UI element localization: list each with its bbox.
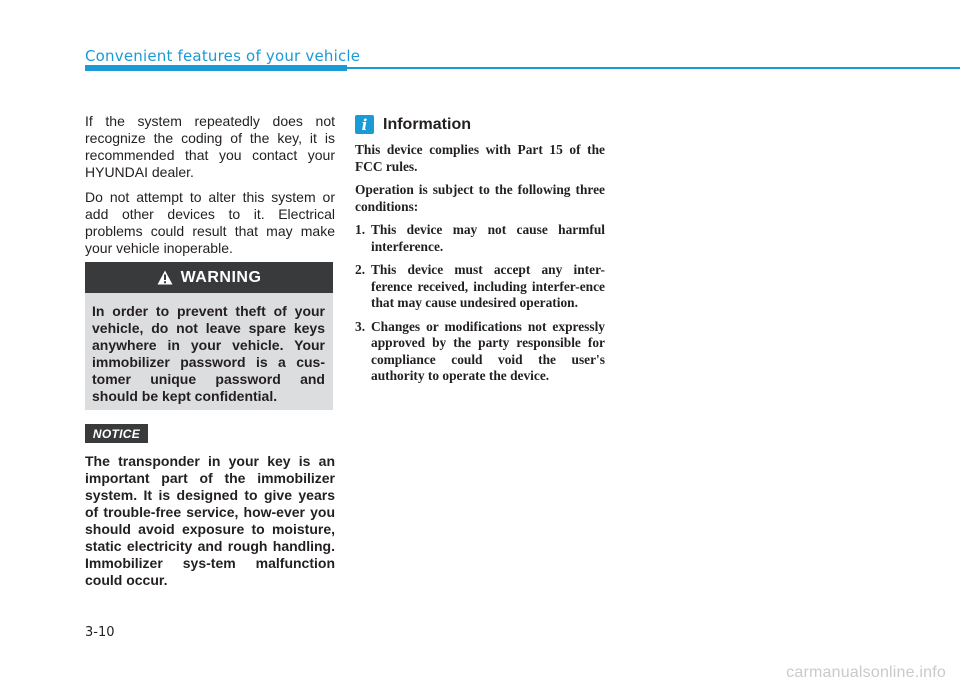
- warning-header: [85, 262, 333, 293]
- information-title: Information: [383, 115, 471, 133]
- conditions-list: [355, 222, 605, 385]
- warning-box: [85, 262, 333, 410]
- paragraph-dealer: If the system repeatedly does not recognize the coding of the key, it is recommended that you contact your HYUNDAI dealer.: [85, 113, 335, 180]
- list-item-number: 1.: [355, 222, 366, 237]
- warning-text: In order to prevent theft of your vehicle, do not leave spare keys anywhere in your vehicle. Your immobilizer password is a cus-tomer unique password and should be kept confidential.: [92, 303, 325, 404]
- list-item-text: This device may not cause harmful interference.: [371, 222, 605, 254]
- fcc-compliance-text: This device complies with Part 15 of the FCC rules.: [355, 142, 605, 174]
- header-rule-accent: [85, 65, 347, 71]
- list-item-number: 3.: [355, 318, 366, 334]
- conditions-intro-text: Operation is subject to the following three conditions:: [355, 182, 605, 214]
- notice-text: The transponder in your key is an important part of the immobilizer system. It is designed to give years of trouble-free service, how-ever you should avoid exposure to moisture, static electricity and rough handling. Immobilizer sys-tem malfunction could occur.: [85, 453, 335, 588]
- page-header: [85, 44, 960, 74]
- info-icon: i: [355, 115, 374, 134]
- left-column: [85, 113, 335, 265]
- list-item-text: Changes or modifications not expressly approved by the party responsible for compliance could void the user's authority to operate the device.: [371, 318, 605, 383]
- list-item-text: This device must accept any inter-ference received, including interfer-ence that may cause undesired operation.: [371, 262, 605, 310]
- warning-triangle-icon: [157, 270, 173, 285]
- page-number: 3-10: [85, 625, 115, 640]
- section-title: Convenient features of your vehicle: [85, 47, 361, 65]
- list-item: [355, 319, 605, 385]
- information-heading: [355, 115, 605, 134]
- paragraph-alter-system: Do not attempt to alter this system or add other devices to it. Electrical problems could result that may make your vehicle inoperable.: [85, 189, 335, 256]
- notice-badge: NOTICE: [85, 424, 148, 443]
- warning-label: WARNING: [180, 268, 262, 286]
- list-item: [355, 222, 605, 255]
- list-item-number: 2.: [355, 262, 366, 277]
- list-item: [355, 262, 605, 312]
- watermark: carmanualsonline.info: [786, 664, 946, 681]
- information-section: [355, 115, 605, 392]
